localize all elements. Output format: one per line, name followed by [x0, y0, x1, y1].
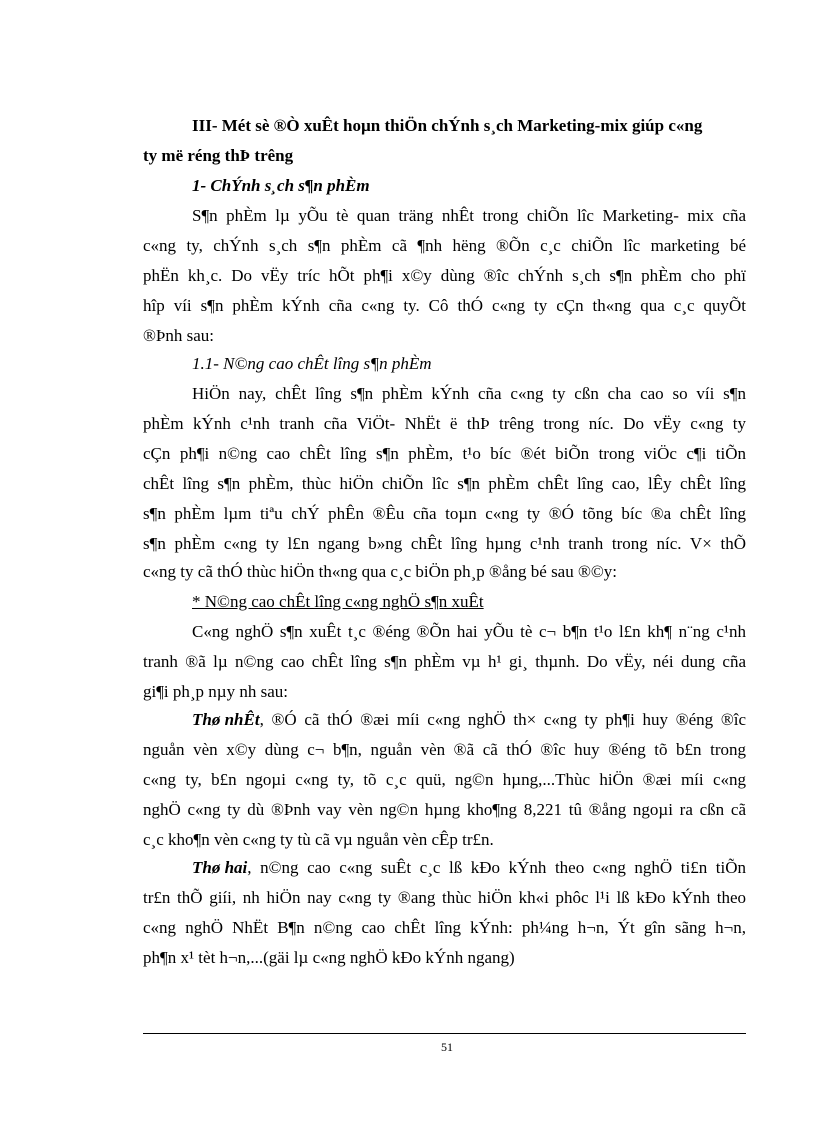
- subsection-heading-quality: 1.1- N©ng cao chÊt lîng s¶n phÈm: [192, 354, 432, 373]
- paragraph-line: c«ng ty, chÝnh s¸ch s¶n phÈm cã ¶nh hëng ®Õn c¸c chiÕn lîc marketing bé: [143, 236, 746, 255]
- paragraph-line: nghÖ c«ng ty dù ®Þnh vay vèn ng©n hµng kho¶ng 8,221 tû ®ång ngoµi ra cßn cã: [143, 800, 746, 819]
- paragraph-line: hîp víi s¶n phÈm kÝnh cña c«ng ty. Cô thÓ c«ng ty cÇn th«ng qua c¸c quyÕt: [143, 296, 746, 315]
- footer-divider: [143, 1033, 746, 1034]
- paragraph-line: tr£n thÕ giíi, nh hiÖn nay c«ng ty ®ang thùc hiÖn kh«i phôc l¹i lß kÐo kÝnh theo: [143, 888, 746, 907]
- paragraph-line: nguån vèn x©y dùng c¬ b¶n, nguån vèn ®ã cã thÓ ®îc huy ®éng tõ b£n trong: [143, 740, 746, 759]
- paragraph-line: , ®Ó cã thÓ ®æi míi c«ng nghÖ th× c«ng ty ph¶i huy ®éng ®îc: [259, 710, 746, 729]
- paragraph-line: chÊt lîng s¶n phÈm, thùc hiÖn chiÕn lîc s¶n phÈm chÊt lîng cao, lÊy chÊt lîng: [143, 474, 746, 493]
- paragraph-line: ®Þnh sau:: [143, 326, 215, 345]
- subsection-heading-product-policy: 1- ChÝnh s¸ch s¶n phÈm: [192, 176, 370, 195]
- paragraph-line: , n©ng cao c«ng suÊt c¸c lß kÐo kÝnh theo c«ng nghÖ ti£n tiÕn: [247, 858, 746, 877]
- paragraph-line: c¸c kho¶n vèn c«ng ty tù cã vµ nguån vèn cÊp tr£n.: [143, 830, 494, 849]
- paragraph-line: C«ng nghÖ s¶n xuÊt t¸c ®éng ®Õn hai yÕu tè c¬ b¶n t¹o l£n kh¶ n¨ng c¹nh: [192, 622, 746, 641]
- paragraph-line: s¶n phÈm lµm tiªu chÝ phÊn ®Êu cña toµn c«ng ty ®Ó tõng bíc ®a chÊt lîng: [143, 504, 746, 523]
- first-point-line: [192, 709, 746, 731]
- section-title-line-1: III- Mét sè ®Ò xuÊt hoµn thiÖn chÝnh s¸ch Marketing-mix giúp c«ng: [192, 116, 703, 135]
- paragraph-line: phÈm kÝnh c¹nh tranh cña ViÖt- NhËt ë thÞ trêng trong níc. Do vËy c«ng ty: [143, 414, 746, 433]
- paragraph-line: phËn kh¸c. Do vËy tríc hÕt ph¶i x©y dùng ®îc chÝnh s¸ch s¶n phÈm cho phï: [143, 266, 746, 285]
- second-point-line: [192, 857, 746, 879]
- measure-heading-technology: * N©ng cao chÊt lîng c«ng nghÖ s¶n xuÊt: [192, 592, 484, 611]
- paragraph-line: gi¶i ph¸p nµy nh sau:: [143, 682, 288, 701]
- first-point-label: Thø nhÊt: [192, 710, 260, 729]
- paragraph-line: cÇn ph¶i n©ng cao chÊt lîng s¶n phÈm, t¹o bíc ®ét biÕn trong viÖc c¶i tiÕn: [143, 444, 746, 463]
- paragraph-line: S¶n phÈm lµ yÕu tè quan träng nhÊt trong chiÕn lîc Marketing- mix cña: [192, 206, 746, 225]
- paragraph-line: c«ng ty cã thÓ thùc hiÖn th«ng qua c¸c biÖn ph¸p ®ång bé sau ®©y:: [143, 562, 618, 581]
- second-point-label: Thø hai: [192, 858, 248, 877]
- page-number: 51: [441, 1040, 453, 1054]
- section-title-line-2: ty më réng thÞ trêng: [143, 146, 294, 165]
- paragraph-line: c«ng ty, b£n ngoµi c«ng ty, tõ c¸c quü, ng©n hµng,...Thùc hiÖn ®æi míi c«ng: [143, 770, 746, 789]
- paragraph-line: s¶n phÈm c«ng ty l£n ngang b»ng chÊt lîng hµng c¹nh tranh trong níc. V× thÕ: [143, 534, 746, 553]
- paragraph-line: tranh ®ã lµ n©ng cao chÊt lîng s¶n phÈm vµ h¹ gi¸ thµnh. Do vËy, néi dung cña: [143, 652, 746, 671]
- paragraph-line: HiÖn nay, chÊt lîng s¶n phÈm kÝnh cña c«ng ty cßn cha cao so víi s¶n: [192, 384, 746, 403]
- paragraph-line: ph¶n x¹ tèt h¬n,...(gäi lµ c«ng nghÖ kÐo kÝnh ngang): [143, 948, 515, 967]
- paragraph-line: c«ng nghÖ NhËt B¶n n©ng cao chÊt lîng kÝnh: ph¼ng h¬n, Ýt gîn sãng h¬n,: [143, 918, 746, 937]
